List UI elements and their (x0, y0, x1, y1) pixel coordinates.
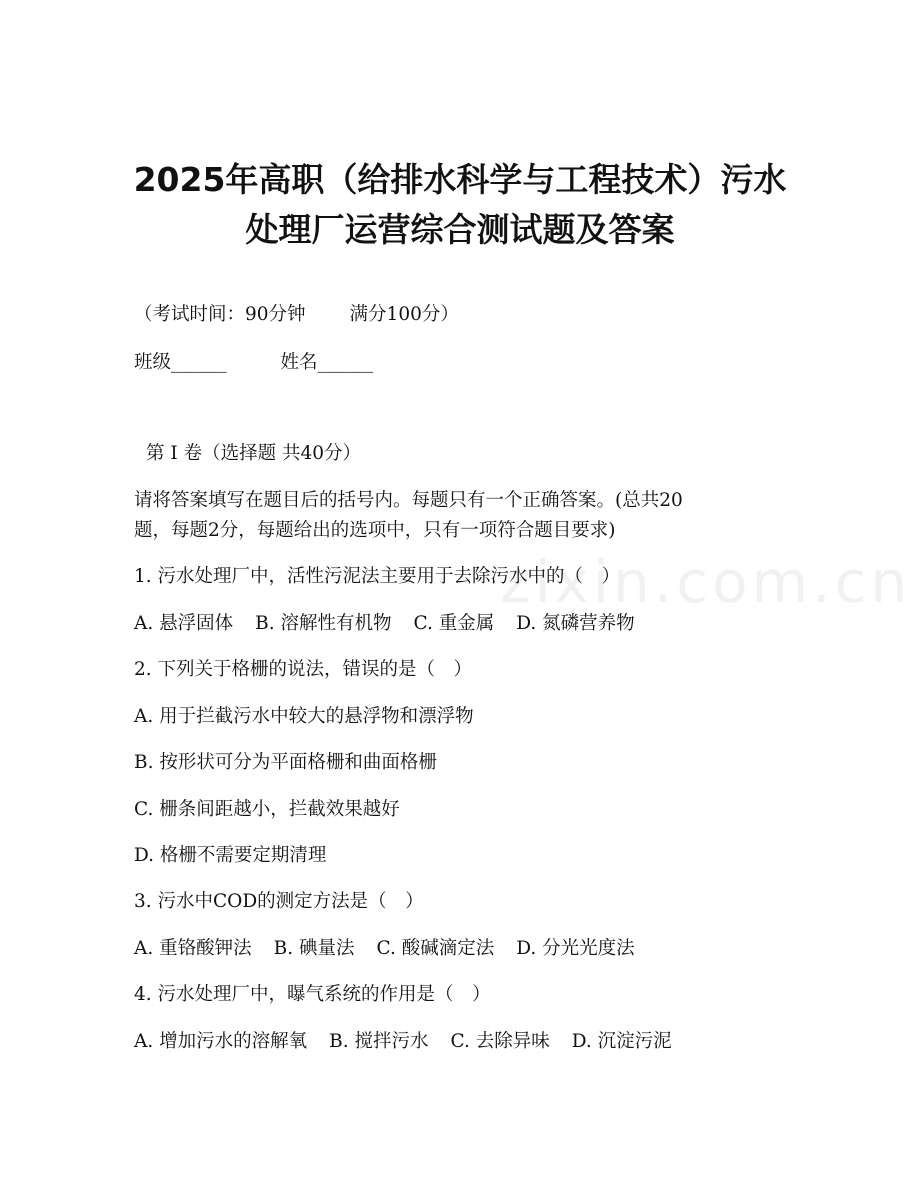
question-1-option-a: A. 悬浮固体 (134, 613, 234, 634)
question-3-options (134, 936, 635, 962)
question-3-option-d: D. 分光光度法 (516, 938, 635, 959)
watermark: zixin.com.cn (500, 548, 912, 616)
instructions-line-1: 请将答案填写在题目后的括号内。每题只有一个正确答案。(总共20 (134, 490, 683, 511)
document-title-line-2: 处理厂运营综合测试题及答案 (245, 210, 675, 249)
question-1-option-c: C. 重金属 (413, 613, 495, 634)
question-4-option-a: A. 增加污水的溶解氧 (134, 1031, 308, 1052)
question-4-option-c: C. 去除异味 (450, 1031, 550, 1052)
question-2-stem: 2. 下列关于格栅的说法，错误的是（ ） (134, 659, 473, 680)
question-1-option-b: B. 溶解性有机物 (255, 613, 392, 634)
question-3-option-c: C. 酸碱滴定法 (376, 938, 495, 959)
instructions-line-2: 题，每题2分，每题给出的选项中，只有一项符合题目要求) (134, 520, 616, 541)
document-title-line-1: 2025年高职（给排水科学与工程技术）污水 (133, 160, 787, 199)
question-4-option-d: D. 沉淀污泥 (571, 1031, 672, 1052)
full-score: 满分100分） (349, 304, 459, 325)
exam-time: （考试时间：90分钟 (134, 304, 306, 325)
question-1-stem: 1. 污水处理厂中，活性污泥法主要用于去除污水中的（ ） (134, 566, 621, 587)
student-info (134, 350, 373, 376)
question-4-options (134, 1029, 672, 1055)
question-3-option-a: A. 重铬酸钾法 (134, 938, 252, 959)
question-2-option-c: C. 栅条间距越小，拦截效果越好 (134, 799, 400, 820)
exam-info (134, 302, 459, 328)
question-3-stem: 3. 污水中COD的测定方法是（ ） (134, 891, 424, 912)
question-4-option-b: B. 搅拌污水 (329, 1031, 429, 1052)
question-3-option-b: B. 碘量法 (273, 938, 355, 959)
question-4-stem: 4. 污水处理厂中，曝气系统的作用是（ ） (134, 984, 491, 1005)
class-field[interactable]: 班级______ (134, 352, 227, 373)
question-2-option-b: B. 按形状可分为平面格栅和曲面格栅 (134, 752, 437, 773)
question-2-option-d: D. 格栅不需要定期清理 (134, 845, 327, 866)
question-1-options (134, 611, 635, 637)
question-1-option-d: D. 氮磷营养物 (516, 613, 635, 634)
question-2-option-a: A. 用于拦截污水中较大的悬浮物和漂浮物 (134, 706, 474, 727)
name-field[interactable]: 姓名______ (280, 352, 374, 373)
section-header: 第 I 卷（选择题 共40分） (146, 443, 361, 464)
